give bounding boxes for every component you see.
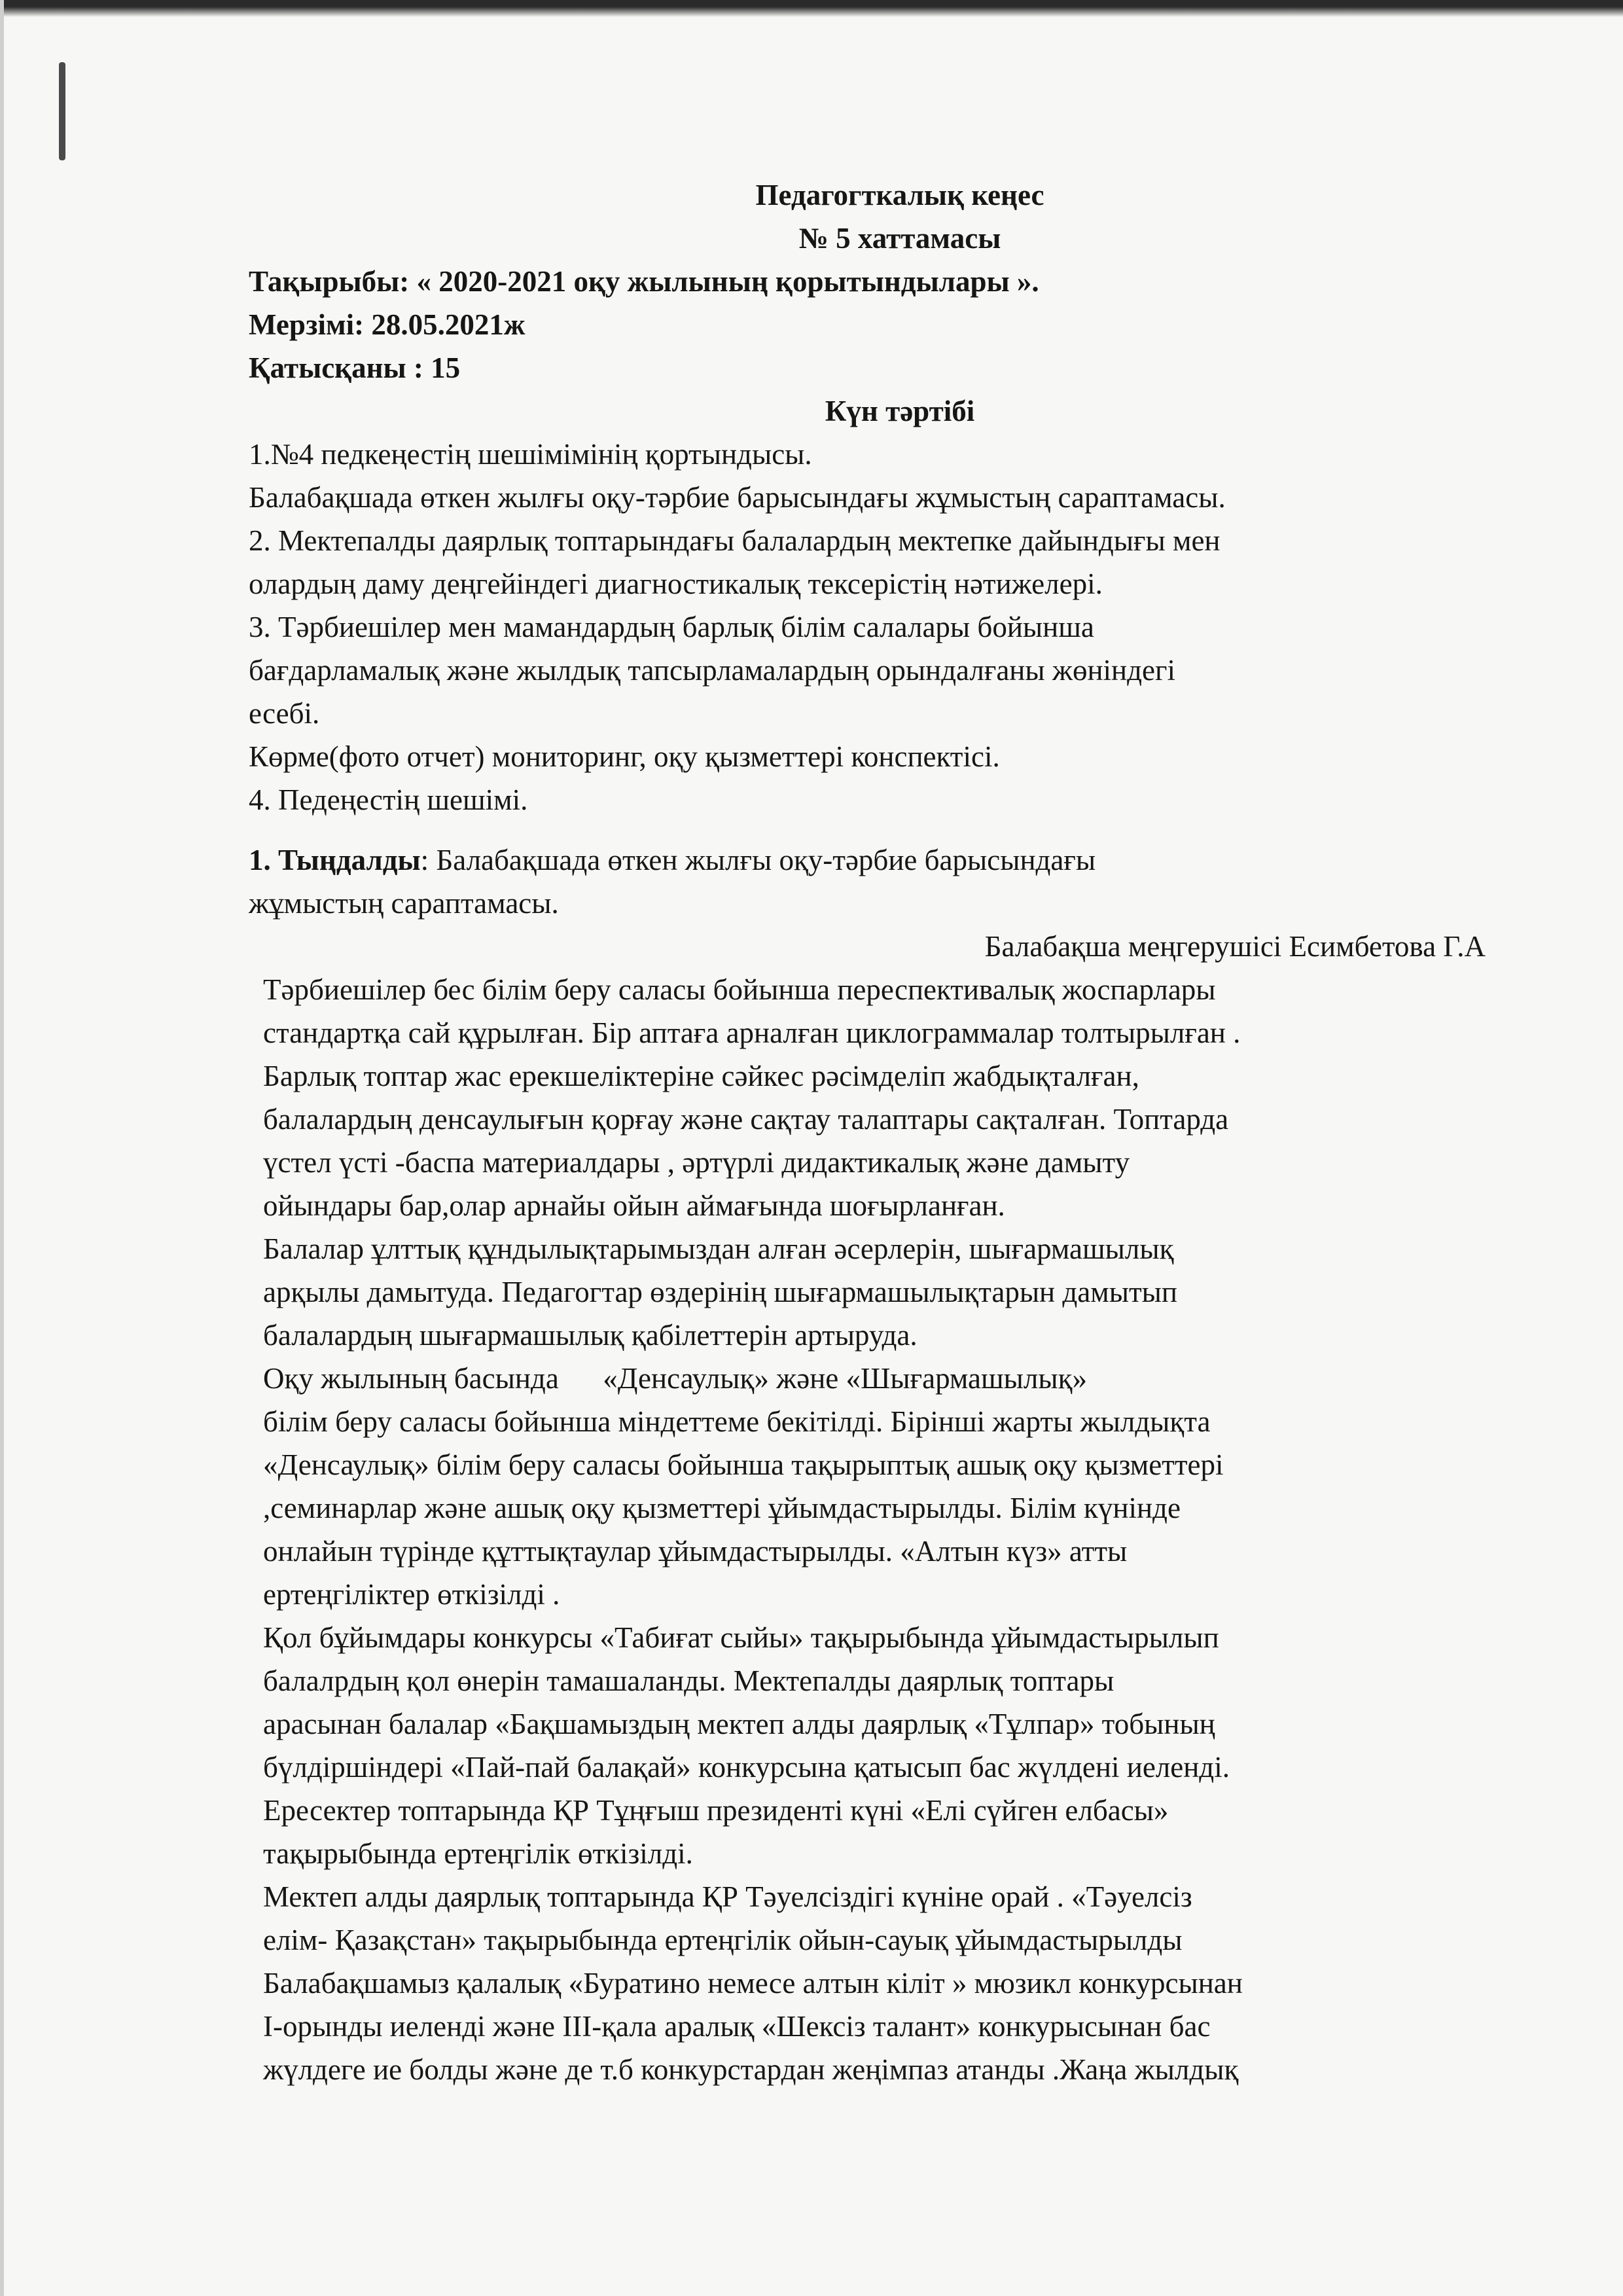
document-page	[249, 173, 1551, 2091]
body-line: білім беру саласы бойынша міндеттеме бекітілді. Бірінші жарты жылдықта	[263, 1405, 1211, 1438]
agenda-line: 1.№4 педкеңестің шешімімінің қортындысы.	[249, 438, 812, 471]
body-line: арасынан балалар «Бақшамыздың мектеп алды даярлық «Тұлпар» тобының	[263, 1708, 1215, 1740]
agenda-line: Балабақшада өткен жылғы оқу-тәрбие барысындағы жұмыстың сараптамасы.	[249, 481, 1226, 514]
date-label: Мерзімі:	[249, 308, 365, 341]
attendance-line	[249, 346, 1551, 389]
body-line: жүлдеге ие болды және де т.б конкурстардан жеңімпаз атанды .Жаңа жылдық	[263, 2053, 1239, 2086]
section-1-intro-cont: жұмыстың сараптамасы.	[249, 887, 559, 920]
attendance-label: Қатысқаны :	[249, 351, 423, 384]
agenda-line: 4. Педеңестің шешімі.	[249, 783, 528, 816]
body-line: Мектеп алды даярлық топтарында ҚР Тәуелсіздігі күніне орай . «Тәуелсіз	[263, 1880, 1192, 1913]
agenda-list	[249, 433, 1551, 821]
doc-title: Педагогткалық кеңес	[755, 179, 1044, 211]
scan-left-edge	[0, 0, 4, 2296]
body-line: І-орынды иеленді және ІІІ-қала аралық «Шексіз талант» конкурысынан бас	[263, 2010, 1211, 2043]
body-line: ойындары бар,олар арнайы ойын аймағында шоғырланған.	[263, 1189, 1005, 1222]
body-line: балалардың денсаулығын қорғау және сақтау талаптары сақталған. Топтарда	[263, 1103, 1229, 1136]
topic-label: Тақырыбы:	[249, 265, 410, 298]
body-line: Барлық топтар жас ерекшеліктеріне сәйкес рәсімделіп жабдықталған,	[263, 1060, 1139, 1092]
agenda-line: бағдарламалық және жылдық тапсырламалардың орындалғаны жөніндегі	[249, 654, 1175, 687]
body-line: Оқу жылының басында «Денсаулық» және «Шығармашылық»	[263, 1362, 1087, 1395]
topic-value: « 2020-2021 оқу жылының қорытындылары ».	[409, 265, 1039, 298]
body-line: балалрдың қол өнерін тамашаланды. Мектепалды даярлық топтары	[263, 1664, 1115, 1697]
body-line: ертеңгіліктер өткізілді .	[263, 1578, 560, 1611]
body-line: арқылы дамытуда. Педагогтар өздерінің шығармашылықтарын дамытып	[263, 1276, 1177, 1308]
body-line: тақырыбында ертеңгілік өткізілді.	[263, 1837, 693, 1870]
date-value: 28.05.2021ж	[364, 308, 526, 341]
body-line: бүлдіршіндері «Пай-пай балақай» конкурсына қатысып бас жүлдені иеленді.	[263, 1751, 1230, 1784]
body-line: стандартқа сай құрылған. Бір аптаға арналған циклограммалар толтырылған .	[263, 1016, 1241, 1049]
body-line: онлайын түрінде құттықтаулар ұйымдастырылды. «Алтын күз» атты	[263, 1535, 1128, 1568]
protocol-number: № 5 хаттамасы	[798, 222, 1001, 255]
body-line: үстел үсті -баспа материалдары , әртүрлі дидактикалық және дамыту	[263, 1146, 1130, 1179]
body-line: балалардың шығармашылық қабілеттерін артыруда.	[263, 1319, 918, 1352]
agenda-line: 3. Тәрбиешілер мен мамандардың барлық білім салалары бойынша	[249, 611, 1094, 643]
agenda-line: есебі.	[249, 697, 320, 730]
agenda-line: Көрме(фото отчет) мониторинг, оқу қызметтері конспектісі.	[249, 740, 1000, 773]
body-line: Қол бұйымдары конкурсы «Табиғат сыйы» тақырыбында ұйымдастырылып	[263, 1621, 1219, 1654]
body-line: Тәрбиешілер бес білім беру саласы бойынша переспективалық жоспарлары	[263, 973, 1216, 1006]
spacer	[249, 821, 1551, 838]
body-line: Балалар ұлттық құндылықтарымыздан алған әсерлерін, шығармашылық	[263, 1232, 1174, 1265]
section-1-intro	[249, 838, 1551, 882]
body-line: «Денсаулық» білім беру саласы бойынша тақырыптық ашық оқу қызметтері	[263, 1448, 1224, 1481]
scan-top-edge	[0, 0, 1623, 17]
binder-hole-mark	[59, 62, 65, 160]
date-line	[249, 303, 1551, 346]
topic-line	[249, 260, 1551, 303]
agenda-line: олардың даму деңгейіндегі диагностикалық тексерістің нәтижелері.	[249, 567, 1103, 600]
body-line: Ересектер топтарында ҚР Тұңғыш президенті күні «Елі сүйген елбасы»	[263, 1794, 1169, 1827]
attendance-value: 15	[423, 351, 461, 384]
agenda-line: 2. Мектепалды даярлық топтарындағы балалардың мектепке дайындығы мен	[249, 524, 1221, 557]
agenda-heading: Күн тәртібі	[825, 395, 975, 427]
speaker-signature: Балабақша меңгерушісі Есимбетова Г.А	[984, 930, 1486, 963]
body-line: ,семинарлар және ашық оқу қызметтері ұйымдастырылды. Білім күнінде	[263, 1492, 1181, 1524]
section-1-intro-text: : Балабақшада өткен жылғы оқу-тәрбие барысындағы	[420, 844, 1096, 876]
section-1-label: 1. Тыңдалды	[249, 844, 421, 876]
body-line: Балабақшамыз қалалық «Буратино немесе алтын кіліт » мюзикл конкурсынан	[263, 1967, 1243, 2000]
body-line: елім- Қазақстан» тақырыбында ертеңгілік ойын-сауық ұйымдастырылды	[263, 1924, 1183, 1956]
section-1	[249, 838, 1551, 2091]
